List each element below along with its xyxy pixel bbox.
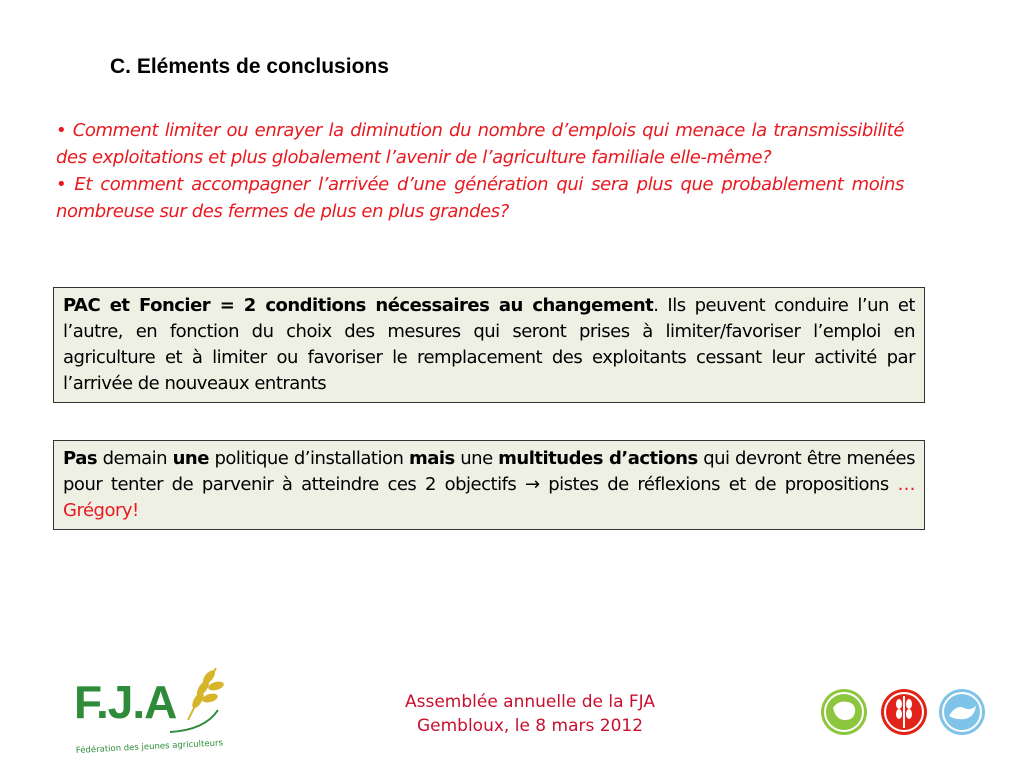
logo-tagline: Fédération des jeunes agriculteurs	[75, 738, 224, 756]
question-item	[56, 117, 904, 171]
footer-date: Gembloux, le 8 mars 2012	[416, 716, 644, 736]
partner-icons-graphic	[818, 686, 988, 738]
bullet-marker: •	[56, 120, 67, 141]
conditions-box	[53, 287, 925, 403]
footer-event: Assemblée annuelle de la FJA	[404, 692, 656, 712]
question-text: Comment limiter ou enrayer la diminution du nombre d’emplois qui menace la transmissibilité des exploitations et plus globalement l’avenir de l’agriculture familiale elle-même?	[56, 120, 904, 168]
slide-title: C. Eléments de conclusions	[110, 55, 389, 78]
wheat-icon	[188, 668, 225, 720]
partner-icons	[818, 686, 988, 738]
actions-text-3: une	[454, 448, 499, 469]
slide-footer	[330, 690, 730, 738]
conditions-heading: PAC et Foncier = 2 conditions nécessaires au changement	[63, 295, 654, 316]
fja-logo	[70, 660, 240, 760]
blue-water-icon	[939, 689, 985, 735]
fja-logo-graphic	[70, 660, 240, 760]
actions-bold-4: multitudes d’actions	[498, 448, 698, 469]
actions-text-4: qui devront être menées pour tenter de parvenir à atteindre ces 2 objectifs → pistes de réflexions et de propositions	[63, 448, 915, 495]
question-text: Et comment accompagner l’arrivée d’une génération qui sera plus que probablement moins nombreuse sur des fermes de plus en plus grandes?	[56, 174, 904, 222]
actions-bold-2: une	[172, 448, 209, 469]
question-list	[56, 117, 904, 225]
red-grain-icon	[881, 689, 927, 735]
question-item	[56, 171, 904, 225]
actions-bold-3: mais	[408, 448, 455, 469]
gregory-note: … Grégory!	[63, 474, 915, 521]
actions-box	[53, 440, 925, 530]
lime-livestock-icon	[821, 689, 867, 735]
conditions-text: . Ils peuvent conduire l’un et l’autre, en fonction du choix des mesures qui seront prises à limiter/favoriser l’emploi en agriculture et à limiter ou favoriser le remplacement des exploitants cessant leur activité par l’arrivée de nouveaux entrants	[63, 295, 915, 394]
bullet-marker: •	[56, 174, 67, 195]
logo-letters: F.J.A	[74, 676, 177, 728]
actions-text-2: politique d’installation	[208, 448, 409, 469]
actions-text-1: demain	[97, 448, 173, 469]
actions-bold-1: Pas	[63, 448, 98, 469]
